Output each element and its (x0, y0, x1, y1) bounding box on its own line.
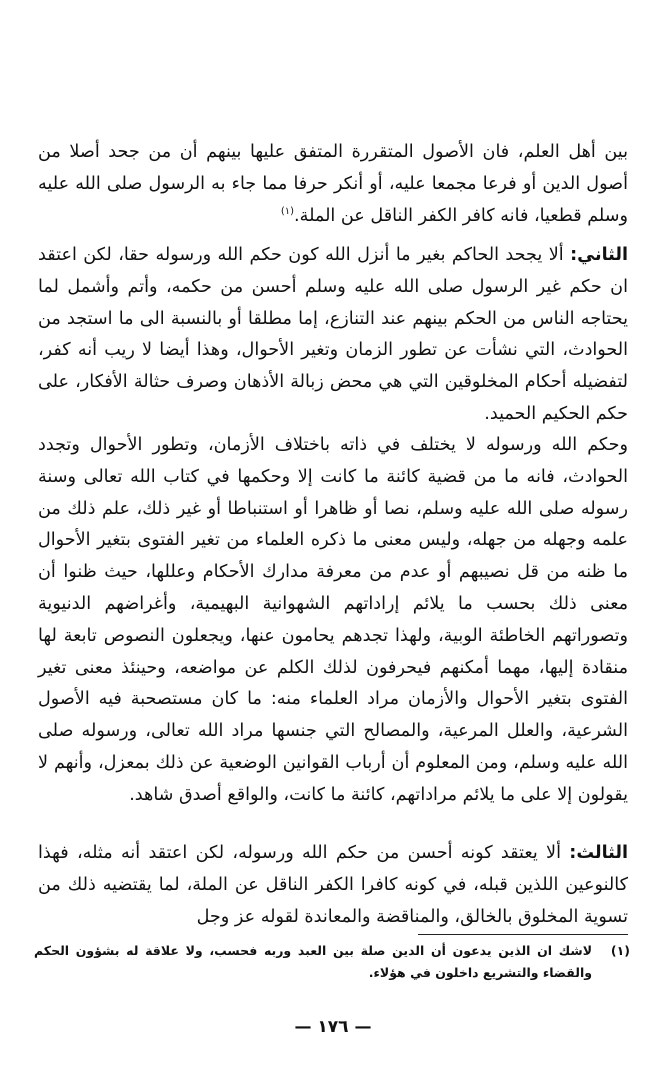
paragraph-text: بين أهل العلم، فان الأصول المتقررة المتفق عليها بينهم أن من جحد أصلا من أصول الدين أو فرعا مجمعا عليه، أو أنكر حرفا مما جاء به الرسول صلى الله عليه وسلم قطعيا، فانه كافر الكفر الناقل عن الملة. (38, 142, 628, 226)
section-term-second: الثاني: (570, 245, 628, 265)
paragraph-text: ألا يجحد الحاكم بغير ما أنزل الله كون حكم الله ورسوله حقا، لكن اعتقد ان حكم غير الرسول صلى الله عليه وسلم أحسن من حكمه، وأتم وأشمل لما يحتاجه الناس من الحكم بينهم عند التنازع، إما مطلقا أو بالنسبة الى ما استجد من الحوادث، التي نشأت عن تطور الزمان وتغير الأحوال، وهذا أيضا لا ريب أنه كفر، لتفضيله أحكام المخلوقين التي هي محض زبالة الأذهان وصرف حثالة الأفكار، على حكم الحكيم الحميد. (38, 245, 628, 424)
paragraph-third (38, 838, 628, 933)
footnote-divider (418, 934, 628, 935)
footnote-number: (١) (610, 943, 630, 958)
paragraph-second (38, 240, 628, 431)
footnote-reference: (١) (280, 205, 295, 217)
paragraph-text: وحكم الله ورسوله لا يختلف في ذاته باختلاف الأزمان، وتطور الأحوال وتجدد الحوادث، فانه ما من قضية كائنة ما كانت إلا وحكمها في كتاب الله تعالى وسنة رسوله صلى الله عليه وسلم، نصا أو ظاهرا أو استنباطا أو غير ذلك، علم ذلك من علمه وجهله من جهله، وليس معنى ما ذكره العلماء من تغير الفتوى بتغير الأحوال ما ظنه من قل نصيبهم أو عدم من معرفة مدارك الأحكام وعللها، حيث ظنوا أن معنى ذلك بحسب ما يلائم إراداتهم الشهوانية البهيمية، وأغراضهم الدنيوية وتصوراتهم الخاطئة الوبية، ولهذا تجدهم يحامون عنها، ويجعلون النصوص تابعة لها منقادة إليها، مهما أمكنهم فيحرفون لذلك الكلم عن مواضعه، وحينئذ معنى تغير الفتوى بتغير الأحوال والأزمان مراد العلماء منه: ما كان مستصحبة فيه الأصول الشرعية، والعلل المرعية، والمصالح التي جنسها مراد الله تعالى، ورسوله صلى الله عليه وسلم، ومن المعلوم أن أرباب القوانين الوضعية عن ذلك بمعزل، وأنهم لا يقولون إلا على ما يلائم مراداتهم، كائنة ما كانت، والواقع أصدق شاهد. (38, 435, 628, 805)
footnote (34, 940, 630, 984)
paragraph-explanation (38, 430, 628, 812)
page-number: — ١٧٦ — (294, 1017, 372, 1037)
paragraph-continuation (38, 137, 628, 232)
section-term-third: الثالث: (569, 843, 628, 863)
paragraph-text: ألا يعتقد كونه أحسن من حكم الله ورسوله، لكن اعتقد أنه مثله، فهذا كالنوعين اللذين قبله، في كونه كافرا الكفر الناقل عن الملة، لما يقتضيه ذلك من تسوية المخلوق بالخالق، والمناقضة والمعاندة لقوله عز وجل (38, 843, 628, 927)
footnote-text: لاشك ان الذين يدعون أن الدين صلة بين العبد وربه فحسب، ولا علاقة له بشؤون الحكم والقضاء والتشريع داخلون في هؤلاء. (34, 943, 592, 980)
